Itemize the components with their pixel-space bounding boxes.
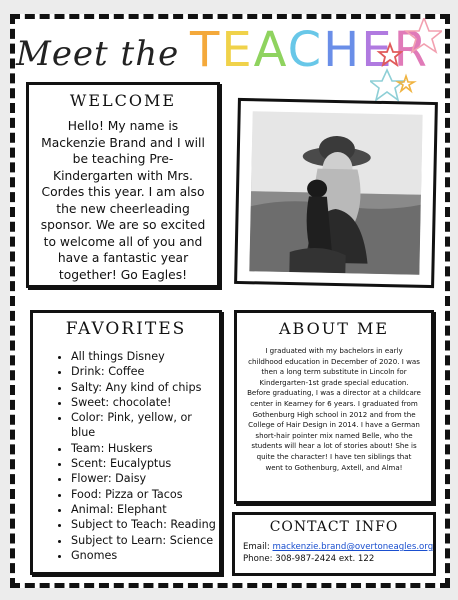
title-meet-text: Meet the: [16, 34, 180, 74]
list-item: • Sweet: chocolate!: [71, 395, 219, 410]
star-outline-icon: [370, 70, 404, 100]
phone-label: Phone:: [243, 554, 276, 564]
star-outline-icon: [398, 76, 414, 91]
star-outline-icon: [406, 18, 442, 52]
list-item: • Drink: Coffee: [71, 364, 219, 379]
photo-frame: [234, 98, 438, 288]
favorites-list: [33, 349, 219, 563]
title-letter: E: [361, 22, 394, 78]
list-item: • Subject to Teach: Reading: [71, 517, 219, 532]
title-letter: C: [287, 22, 324, 78]
decorative-stars: [370, 18, 442, 102]
star-outline-icon: [379, 44, 401, 65]
email-label: Email:: [243, 542, 273, 552]
contact-heading: CONTACT INFO: [269, 519, 399, 535]
welcome-heading: WELCOME: [69, 91, 177, 110]
title-letter: A: [253, 22, 288, 78]
list-item: • Team: Huskers: [71, 441, 219, 456]
about-heading: ABOUT ME: [278, 319, 390, 338]
contact-panel: [232, 512, 436, 576]
list-item: • Color: Pink, yellow, or blue: [71, 410, 219, 441]
list-item: • Scent: Eucalyptus: [71, 456, 219, 471]
list-item: • Subject to Learn: Science: [71, 533, 219, 548]
email-link[interactable]: mackenzie.brand@overtoneagles.org: [272, 542, 434, 552]
list-item: • Salty: Any kind of chips: [71, 380, 219, 395]
welcome-text: Hello! My name is Mackenzie Brand and I will be teaching Pre-Kindergarten with Mrs. Cordes this year. I am also the new cheerleading sponsor. We are so excited to welcome all of you and have a fantastic year together! Go Eagles!: [40, 119, 206, 282]
title-letter: E: [221, 22, 254, 78]
phone-number: 308-987-2424 ext. 122: [275, 554, 375, 564]
list-item: • All things Disney: [71, 349, 219, 364]
phone-line: [243, 553, 433, 565]
title-letter: R: [393, 22, 429, 78]
welcome-panel: [26, 82, 220, 288]
teacher-photo: [249, 111, 422, 275]
list-item: • Gnomes: [71, 548, 219, 563]
title-letter: H: [323, 22, 362, 78]
title-letter: T: [190, 22, 222, 78]
list-item: • Animal: Elephant: [71, 502, 219, 517]
list-item: • Food: Pizza or Tacos: [71, 487, 219, 502]
favorites-heading: FAVORITES: [65, 319, 187, 339]
favorites-panel: [30, 310, 222, 575]
about-text: I graduated with my bachelors in early childhood education in December of 2020. I was then a long term substitute in Lincoln for Kindergarten-1st grade special education. Before graduating, I was a director at a childcare center in Kearney for 6 years. I graduated from Gothenburg High school in 2012 and from the College of Hair Design in 2014. I have a German short-hair pointer mix named Belle, who the students will hear a lot of stories about! She is quite the character! I have ten siblings that went to Gothenburg, Axtell, and Alma!: [247, 346, 421, 472]
email-line: [243, 541, 433, 553]
about-me-panel: [234, 310, 434, 504]
teacher-photo-with-dog-icon: [249, 111, 422, 275]
list-item: • Flower: Daisy: [71, 471, 219, 486]
